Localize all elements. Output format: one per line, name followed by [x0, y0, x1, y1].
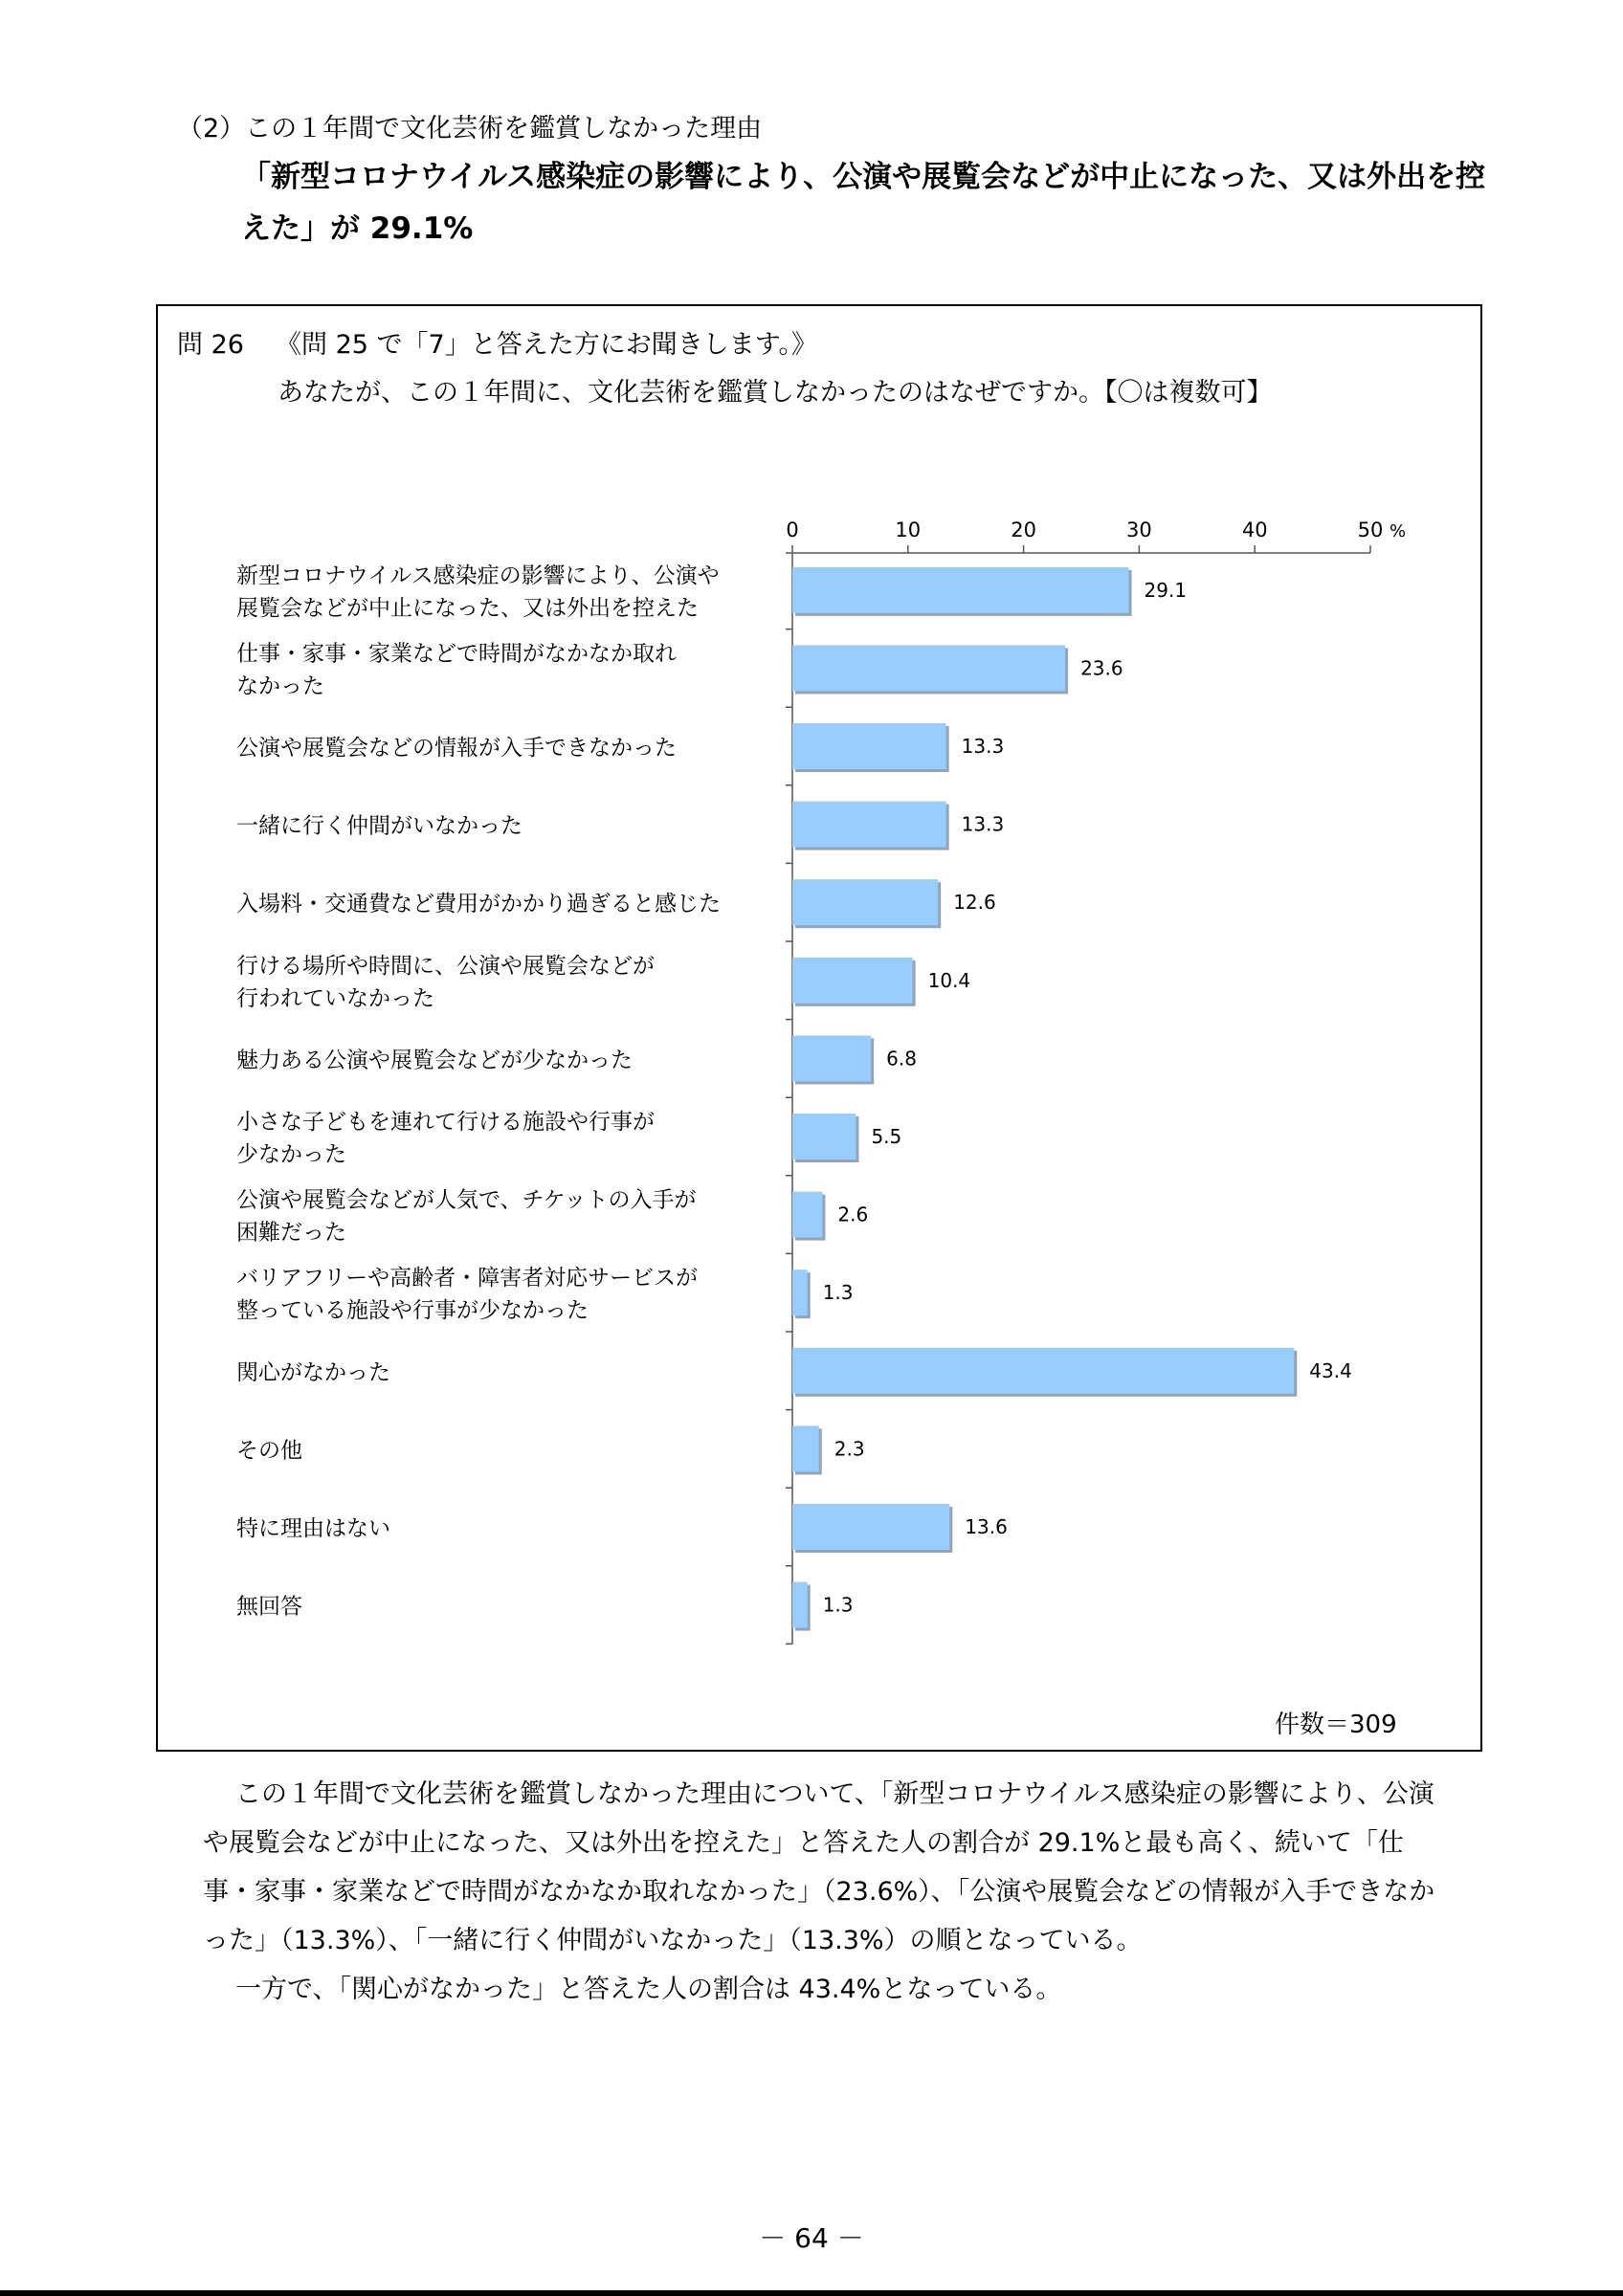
category-label: [236, 1438, 302, 1463]
category-label-line: その他: [236, 1438, 302, 1464]
bar-value-label: 1.3: [822, 1281, 854, 1305]
question-number: 問 26: [177, 330, 244, 360]
category-label-line: なかった: [236, 673, 324, 699]
bar: [792, 802, 946, 848]
category-label: [236, 1516, 390, 1541]
category-label-line: 公演や展覧会などが人気で、チケットの入手が: [236, 1187, 697, 1213]
bar: [792, 1035, 871, 1081]
bar: [792, 1192, 822, 1238]
bar: [792, 1269, 808, 1315]
bar: [792, 958, 913, 1004]
category-label: [236, 736, 677, 761]
bar: [792, 645, 1065, 691]
category-label-line: 関心がなかった: [236, 1359, 390, 1385]
bar: [792, 723, 946, 769]
section-heading: （2）この１年間で文化芸術を鑑賞しなかった理由: [177, 114, 763, 144]
bar: [792, 1114, 856, 1159]
category-label-line: 特に理由はない: [236, 1516, 390, 1541]
category-label-line: 一緒に行く仲間がいなかった: [236, 813, 522, 839]
bar-value-label: 1.3: [822, 1593, 854, 1617]
question-text: あなたが、この１年間に、文化芸術を鑑賞しなかったのはなぜですか。【〇は複数可】: [278, 378, 1273, 408]
category-label-line: 行ける場所や時間に、公演や展覧会などが: [236, 953, 655, 979]
bar-value-label: 5.5: [871, 1125, 902, 1148]
body-paragraph-1: この１年間で文化芸術を鑑賞しなかった理由について、「新型コロナウイルス感染症の影響により、公演や展覧会などが中止になった、又は外出を控えた」と答えた人の割合が 29.1%と最も高く、続いて「仕事・家事・家業などで時間がなかなか取れなかった」（23.6%）、「公演や展覧会などの情報が入手できなかった」（13.3%）、「一緒に行く仲間がいなかった」（13.3%）の順となっている。: [203, 1779, 1435, 1955]
bar-value-label: 2.3: [834, 1437, 865, 1461]
bar-value-label: 29.1: [1144, 578, 1188, 602]
category-label: [236, 1266, 698, 1323]
category-label-line: 入場料・交通費など費用がかかり過ぎると感じた: [236, 892, 721, 917]
category-label-line: 新型コロナウイルス感染症の影響により、公演や: [236, 563, 720, 588]
category-label-line: 行われていなかった: [236, 985, 434, 1011]
x-tick-label: 30: [1126, 519, 1152, 541]
body-text: [203, 1770, 1447, 2014]
bar-value-label: 43.4: [1309, 1358, 1352, 1382]
bar-value-label: 12.6: [953, 891, 996, 915]
category-label-line: 少なかった: [236, 1142, 346, 1167]
category-label: [236, 1595, 302, 1620]
bar: [792, 879, 938, 925]
x-unit-label: %: [1390, 521, 1407, 541]
bar: [792, 1582, 808, 1628]
category-label: [236, 892, 721, 916]
bar-value-label: 2.6: [837, 1203, 869, 1226]
x-tick-label: 50: [1357, 519, 1384, 541]
x-tick-label: 10: [895, 519, 922, 541]
category-label: [236, 1110, 655, 1167]
bar: [792, 567, 1129, 613]
bar-value-label: 10.4: [927, 968, 971, 992]
category-label-line: 無回答: [236, 1594, 302, 1620]
category-label-line: 仕事・家事・家業などで時間がなかなか取れ: [236, 641, 677, 667]
category-label-line: 公演や展覧会などの情報が入手できなかった: [236, 736, 677, 761]
bar: [792, 1504, 949, 1550]
category-label-line: 魅力ある公演や展覧会などが少なかった: [236, 1048, 633, 1073]
x-tick-label: 20: [1011, 519, 1036, 541]
category-label: [236, 1188, 696, 1246]
bar-value-label: 6.8: [886, 1047, 917, 1071]
x-tick-label: 40: [1241, 519, 1268, 541]
bar-value-label: 13.3: [961, 812, 1005, 836]
bar-value-label: 23.6: [1080, 656, 1123, 680]
category-label-line: 小さな子どもを連れて行ける施設や行事が: [236, 1110, 655, 1135]
category-label: [236, 954, 655, 1011]
category-label: [236, 563, 720, 621]
category-label: [236, 814, 522, 839]
bar: [792, 1348, 1294, 1394]
summary-headline: 「新型コロナウイルス感染症の影響により、公演や展覧会などが中止になった、又は外出を控えた」が 29.1%: [241, 160, 1486, 246]
response-count: 件数＝309: [1275, 1711, 1397, 1739]
category-label-line: 展覧会などが中止になった、又は外出を控えた: [236, 595, 699, 621]
category-label: [236, 641, 677, 698]
bottom-rule: [0, 2290, 1623, 2296]
category-label-line: 困難だった: [236, 1220, 346, 1246]
category-label: [236, 1360, 390, 1385]
x-tick-label: 0: [786, 519, 799, 541]
category-label: [236, 1048, 633, 1072]
category-label-line: バリアフリーや高齢者・障害者対応サービスが: [236, 1266, 699, 1292]
question-condition: 《問 25 で「7」と答えた方にお聞きします。》: [276, 330, 818, 360]
bar-value-label: 13.3: [961, 735, 1005, 758]
bar-value-label: 13.6: [965, 1515, 1008, 1538]
body-paragraph-2: 一方で、「関心がなかった」と答えた人の割合は 43.4%となっている。: [235, 1975, 1062, 2004]
bar: [792, 1425, 819, 1471]
page-number: － 64 －: [759, 2222, 864, 2254]
category-label-line: 整っている施設や行事が少なかった: [236, 1298, 589, 1324]
